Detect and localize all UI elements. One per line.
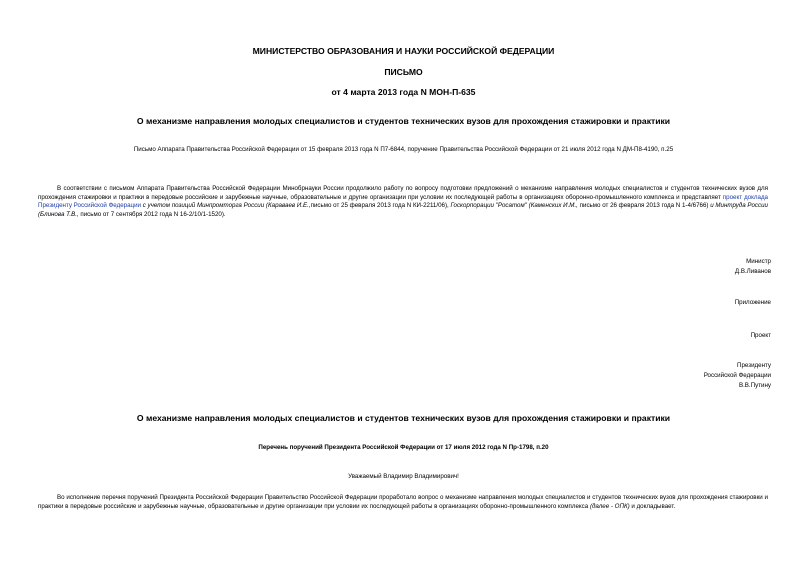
- body1-text: В соответствии с письмом Аппарата Правительства Российской Федерации Минобрнауки России продолжило работу по вопросу подготовки предложений о механизме направления молодых специалистов и студентов технических вузов для прохождения стажировки и практики в передовые российские и зарубежные научные, образовательные и другие организации при условии их последующей работы в организациях оборонно-промышленного комплекса и представляет: [38, 185, 768, 201]
- instructions-list-reference: Перечень поручений Президента Российской Федерации от 17 июля 2012 года N Пр-1798, п.20: [258, 444, 549, 451]
- signature-position: Министр: [746, 258, 771, 265]
- addressee-line-3: В.В.Путину: [738, 382, 771, 389]
- doc-date-heading: от 4 марта 2013 года N МОН-П-635: [331, 87, 476, 97]
- draft-label: Проект: [750, 332, 771, 339]
- addressee-line-1: Президенту: [737, 362, 771, 369]
- body-paragraph-2: [38, 494, 768, 511]
- addressee-line-2: Российской Федерации: [703, 372, 771, 379]
- reference-line: Письмо Аппарата Правительства Российской Федерации от 15 февраля 2013 года N П7-6844, поручение Правительства Российской Федерации от 21 июля 2012 года N ДМ-П8-4190, п.25: [133, 146, 674, 153]
- body1-letter-1: письмо от 25 февраля 2013 года N КИ-2211/06),: [310, 202, 449, 210]
- body1-karavaev: (Караваев И.Е.,: [264, 202, 311, 210]
- body1-minpromtorg: с учетом позиций Минпромторга России: [140, 202, 265, 210]
- body1-letter-3: письмо от 7 сентября 2012 года N 16-2/10/1-1520).: [78, 210, 226, 218]
- report-draft-link[interactable]: проект доклада Президенту Российской Федерации: [38, 193, 768, 210]
- ministry-heading: МИНИСТЕРСТВО ОБРАЗОВАНИЯ И НАУКИ РОССИЙСКОЙ ФЕДЕРАЦИИ: [252, 46, 555, 56]
- body1-mintrud: и Минтруда России (Блинова Т.В.,: [38, 202, 768, 218]
- body2-ending: и докладывает.: [629, 502, 676, 510]
- document-title: О механизме направления молодых специалистов и студентов технических вузов для прохождения стажировки и практики: [136, 116, 671, 126]
- body-paragraph-1: [38, 185, 768, 219]
- body2-text: Во исполнение перечня поручений Президента Российской Федерации Правительство Российской Федерации проработало вопрос о механизме направления молодых специалистов и студентов технических вузов для прохождения стажировки и практики в передовые российские и зарубежные научные, образовательные и другие организации при условии их последующей работы в организациях оборонно-промышленного комплекса: [38, 494, 768, 510]
- greeting: Уважаемый Владимир Владимирович!: [348, 473, 459, 480]
- body1-rosatom: Госкорпорации "Росатом" (Каменских И.М.,: [448, 202, 578, 210]
- body1-letter-2: письмо от 26 февраля 2013 года N 1-4/6766): [577, 202, 709, 210]
- appendix-label: Приложение: [734, 299, 771, 306]
- signature-name: Д.В.Ливанов: [734, 268, 771, 275]
- draft-title: О механизме направления молодых специалистов и студентов технических вузов для прохождения стажировки и практики: [136, 413, 671, 423]
- body2-opk-note: (далее - ОПК): [588, 502, 630, 510]
- doc-type-heading: ПИСЬМО: [384, 67, 423, 77]
